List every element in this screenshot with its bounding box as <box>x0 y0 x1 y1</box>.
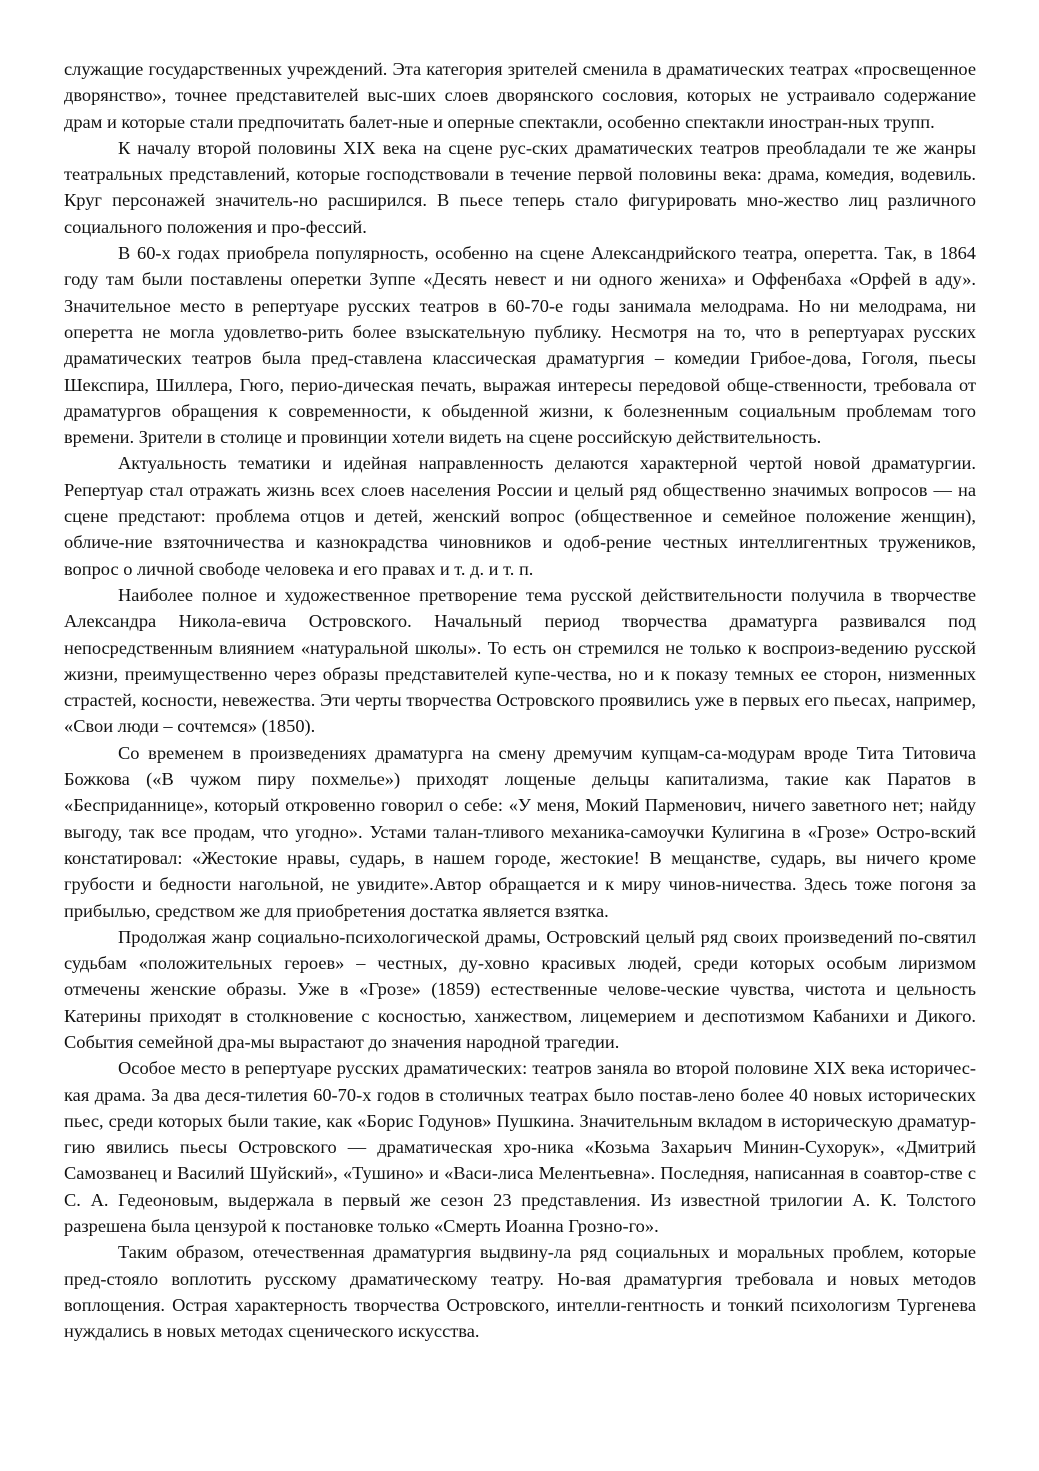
paragraph-8: Особое место в репертуаре русских драматических: театров заняла во второй половине XIX века историчес-кая драма. За два деся-тилетия 60-70-х годов в столичных театрах было постав-лено более 40 новых исторических пьес, среди которых были такие, как «Борис Годунов» Пушкина. Значительным вкладом в историческую драматур-гию явились пьесы Островского — драматическая хро-ника «Козьма Захарьич Минин-Сухорук», «Дмитрий Самозванец и Василий Шуйский», «Тушино» и «Васи-лиса Мелентьевна». Последняя, написанная в соавтор-стве с С. А. Гедеоновым, выдержала в первый же сезон 23 представления. Из известной трилогии А. К. Толстого разрешена была цензурой к постановке только «Смерть Иоанна Грозно-го». <box>64 1058 976 1237</box>
paragraph-1: служащие государственных учреждений. Эта категория зрителей сменила в драматических театрах «просвещенное дворянство», точнее представителей выс-ших слоев дворянского сословия, которых не устраивало содержание драм и которые стали предпочитать балет-ные и оперные спектакли, особенно спектакли иностран-ных трупп. <box>64 59 976 132</box>
paragraph-5: Наиболее полное и художественное претворение тема русской действительности получила в творчестве Александра Никола-евича Островского. Начальный период творчества драматурга развивался под непосредственным влиянием «натуральной школы». То есть он стремился не только к воспроиз-ведению русской жизни, преимущественно через образы представителей купе-чества, но и к показу темных ее сторон, низменных страстей, косности, невежества. Эти черты творчества Островского проявились уже в первых его пьесах, например, «Свои люди – сочтемся» (1850). <box>64 584 976 737</box>
document-page <box>64 56 976 1345</box>
paragraph-7: Продолжая жанр социально-психологической драмы, Островский целый ряд своих произведений по-святил судьбам «положительных героев» – честных, ду-ховно красивых людей, среди которых особым лиризмом отмечены женские образы. Уже в «Грозе» (1859) естественные челове-ческие чувства, чистота и цельность Катерины приходят в столкновение с косностью, ханжеством, лицемерием и деспотизмом Кабанихи и Дикого. События семейной дра-мы вырастают до значения народной трагедии. <box>64 926 976 1052</box>
paragraph-3: В 60-х годах приобрела популярность, особенно на сцене Александрийского театра, оперетта. Так, в 1864 году там были поставлены оперетки Зуппе «Десять невест и ни одного жениха» и Оффенбаха «Орфей в аду». Значительное место в репертуаре русских театров в 60-70-е годы занимала мелодрама. Но ни мелодрама, ни оперетта не могла удовлетво-рить более взыскательную публику. Несмотря на то, что в репертуарах русских драматических театров была пред-ставлена классическая драматургия – комедии Грибое-дова, Гоголя, пьесы Шекспира, Шиллера, Гюго, перио-дическая печать, выражая интересы передовой обще-ственности, требовала от драматургов обращения к современности, к обыденной жизни, к болезненным социальным проблемам того времени. Зрители в столице и провинции хотели видеть на сцене российскую действительность. <box>64 243 976 448</box>
paragraph-6: Со временем в произведениях драматурга на смену дремучим купцам-са-модурам вроде Тита Титовича Божкова («В чужом пиру похмелье») приходят лощеные дельцы капитализма, такие как Паратов в «Бесприданнице», который откровенно говорил о себе: «У меня, Мокий Парменович, ничего заветного нет; найду выгоду, так все продам, что угодно». Устами талан-тливого механика-самоучки Кулигина в «Грозе» Остро-вский констатировал: «Жестокие нравы, сударь, в нашем городе, жестокие! В мещанстве, сударь, вы ничего кроме грубости и бедности нагольной, не увидите».Автор обращается и к миру чинов-ничества. Здесь тоже погоня за прибылью, средством же для приобретения достатка является взятка. <box>64 742 976 921</box>
paragraph-4: Актуальность тематики и идейная направленность делаются характерной чертой новой драматургии. Репертуар стал отражать жизнь всех слоев населения России и целый ряд общественно значимых вопросов — на сцене предстают: проблема отцов и детей, женский вопрос (общественное и семейное положение женщин), обличе-ние взяточничества и казнокрадства чиновников и одоб-рение честных интеллигентных тружеников, вопрос о личной свободе человека и его правах и т. д. и т. п. <box>64 453 976 579</box>
paragraph-9: Таким образом, отечественная драматургия выдвину-ла ряд социальных и моральных проблем, которые пред-стояло воплотить русскому драматическому театру. Но-вая драматургия требовала и новых методов воплощения. Острая характерность творчества Островского, интелли-гентность и тонкий психологизм Тургенева нуждались в новых методах сценического искусства. <box>64 1242 976 1342</box>
paragraph-2: К началу второй половины XIX века на сцене рус-ских драматических театров преобладали те же жанры театральных представлений, которые господствовали в течение первой половины века: драма, комедия, водевиль. Круг персонажей значитель-но расширился. В пьесе теперь стало фигурировать мно-жество лиц различного социального положения и про-фессий. <box>64 137 976 237</box>
